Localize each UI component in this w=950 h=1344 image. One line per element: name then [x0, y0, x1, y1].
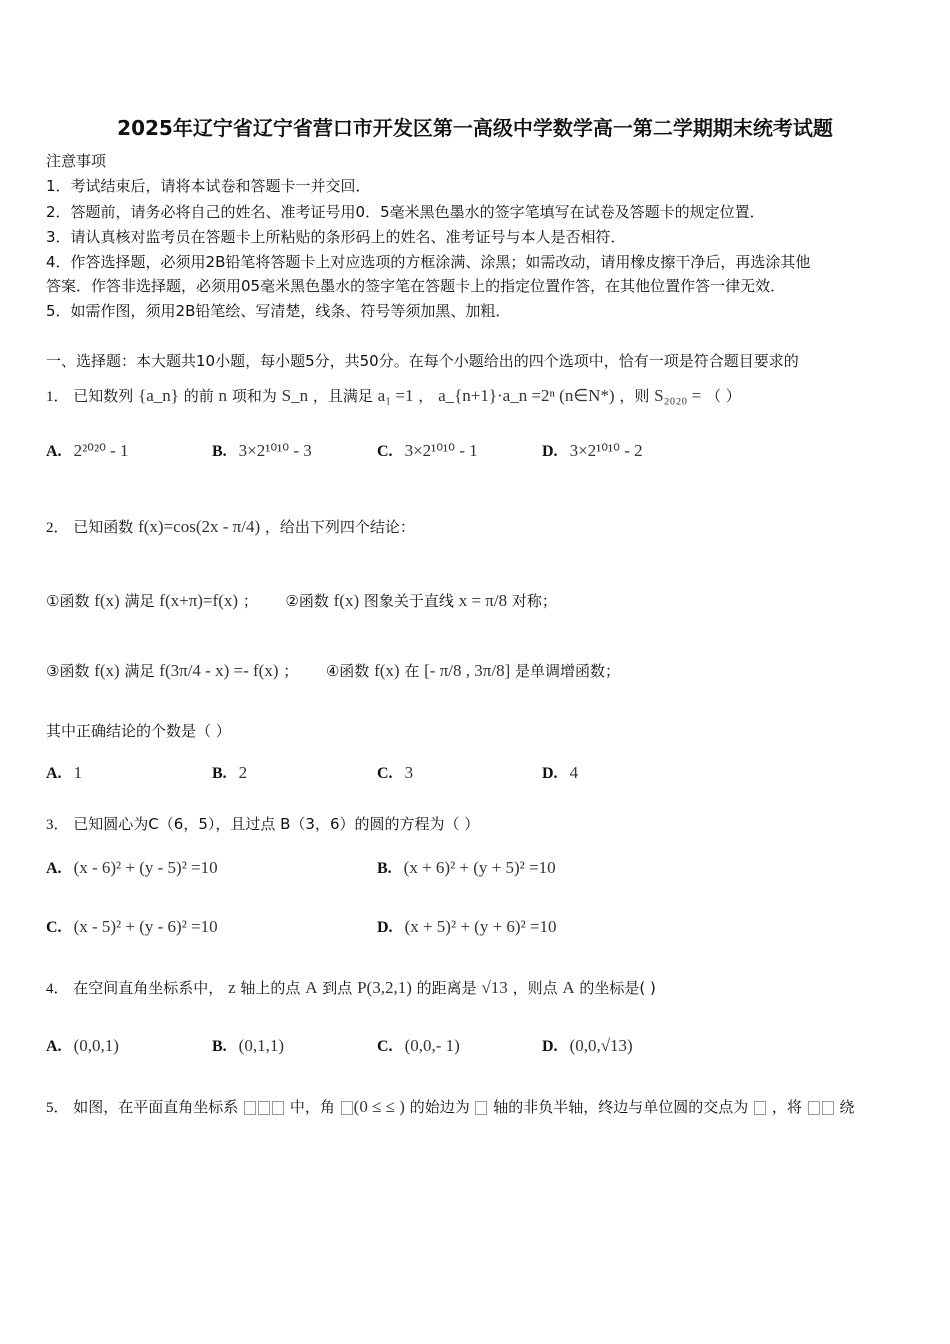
math-expr: f(x)	[94, 591, 120, 610]
math-expr: S₂₀₂₀ =	[654, 386, 702, 405]
question-text: ，则点	[512, 979, 558, 997]
option-label: B.	[212, 765, 227, 782]
math-expr: x = π/8	[458, 591, 508, 610]
question-1	[46, 385, 741, 408]
option-b[interactable]	[212, 441, 312, 462]
notice-heading: 注意事项	[46, 152, 107, 170]
question-2	[46, 516, 415, 539]
question-text: 到点	[322, 979, 353, 997]
question-text: 轴的非负半轴，终边与单位圆的交点为	[493, 1098, 749, 1116]
math-expr: f(x)	[374, 661, 400, 680]
option-text: 1	[73, 763, 83, 782]
conclusion-text: 是单调增函数；	[515, 662, 621, 680]
question-text: ，给出下列四个结论：	[264, 518, 415, 536]
option-label: D.	[542, 765, 558, 782]
math-expr: √13	[481, 978, 508, 997]
question-text: 的距离是	[416, 979, 477, 997]
math-expr: (0 ≤ ≤ )	[353, 1097, 405, 1116]
option-b[interactable]	[377, 858, 556, 879]
option-text: (x + 5)² + (y + 6)² =10	[404, 917, 557, 936]
question-text: ，	[418, 387, 434, 405]
conclusion-row-2	[46, 660, 620, 682]
option-a[interactable]	[46, 441, 129, 462]
option-d[interactable]	[542, 1036, 633, 1057]
question-text: 轴上的点	[240, 979, 301, 997]
conclusion-text: ①函数	[46, 592, 90, 610]
missing-glyph-icon	[272, 1101, 284, 1115]
notice-item: 答案．作答非选择题，必须用05毫米黑色墨水的签字笔在答题卡上的指定位置作答，在其他位置作答一律无效．	[46, 277, 786, 295]
option-b[interactable]	[212, 763, 247, 784]
question-number: 3．	[46, 817, 69, 833]
option-label: D.	[377, 919, 393, 936]
option-c[interactable]	[377, 1036, 460, 1057]
question-3	[46, 813, 479, 836]
option-text: (x - 6)² + (y - 5)² =10	[73, 858, 218, 877]
option-text: 3×2¹⁰¹⁰ - 3	[238, 441, 312, 460]
math-expr: f(x)	[94, 661, 120, 680]
option-text: 3×2¹⁰¹⁰ - 1	[404, 441, 478, 460]
option-text: (0,0,√13)	[569, 1036, 633, 1055]
option-label: B.	[212, 1038, 227, 1055]
option-a[interactable]	[46, 858, 218, 879]
question-ask: 其中正确结论的个数是（ ）	[46, 722, 231, 740]
math-expr: A	[305, 978, 318, 997]
option-label: A.	[46, 765, 62, 782]
option-label: D.	[542, 1038, 558, 1055]
math-expr: f(x)=cos(2x - π/4)	[138, 517, 261, 536]
notice-item: 4．作答选择题，必须用2B铅笔将答题卡上对应选项的方框涂满、涂黑；如需改动，请用橡皮擦干净后，再选涂其他	[46, 253, 811, 271]
option-label: A.	[46, 1038, 62, 1055]
question-number: 4．	[46, 981, 69, 997]
question-text: ，将	[771, 1098, 802, 1116]
missing-glyph-icon	[341, 1101, 353, 1115]
notice-item: 1．考试结束后，请将本试卷和答题卡一并交回．	[46, 177, 371, 195]
option-b[interactable]	[212, 1036, 284, 1057]
option-c[interactable]	[377, 763, 413, 784]
math-expr: f(x)	[333, 591, 360, 610]
question-text: 在空间直角坐标系中，	[73, 979, 224, 997]
math-expr: z	[228, 978, 236, 997]
conclusion-row-1	[46, 590, 557, 612]
question-text: ，则	[619, 387, 650, 405]
conclusion-text: ；	[283, 662, 299, 680]
option-text: 2²⁰²⁰ - 1	[73, 441, 129, 460]
question-text: 如图，在平面直角坐标系	[73, 1098, 239, 1116]
option-label: C.	[377, 1038, 393, 1055]
math-expr: P(3,2,1)	[357, 978, 412, 997]
missing-glyph-icon	[258, 1101, 270, 1115]
option-text: 4	[569, 763, 579, 782]
question-text: 已知函数	[73, 518, 134, 536]
conclusion-text: ；	[242, 592, 258, 610]
option-label: C.	[377, 765, 393, 782]
math-expr: n	[218, 386, 228, 405]
conclusion-text: 满足	[124, 662, 155, 680]
question-number: 1．	[46, 389, 69, 405]
option-text: (x + 6)² + (y + 5)² =10	[403, 858, 556, 877]
question-text: 中，角	[289, 1098, 335, 1116]
option-text: 3	[404, 763, 414, 782]
question-text: 的坐标是( )	[579, 979, 656, 997]
option-d[interactable]	[542, 763, 578, 784]
question-text: ，且满足	[312, 387, 373, 405]
option-label: A.	[46, 443, 62, 460]
math-expr: a_{n+1}·a_n =2ⁿ (n∈N*)	[438, 386, 615, 405]
option-c[interactable]	[377, 441, 478, 462]
notice-item: 3．请认真核对监考员在答题卡上所粘贴的条形码上的姓名、准考证号与本人是否相符．	[46, 228, 626, 246]
option-text: (0,1,1)	[238, 1036, 284, 1055]
notice-item: 5．如需作图，须用2B铅笔绘、写清楚，线条、符号等须加黑、加粗．	[46, 302, 511, 320]
question-number: 5．	[46, 1100, 69, 1116]
missing-glyph-icon	[475, 1101, 487, 1115]
option-a[interactable]	[46, 1036, 119, 1057]
option-d[interactable]	[542, 441, 643, 462]
question-4	[46, 977, 656, 1000]
option-text: (0,0,- 1)	[404, 1036, 460, 1055]
question-number: 2．	[46, 520, 69, 536]
math-expr: a₁ =1	[377, 386, 414, 405]
math-expr: f(3π/4 - x) =- f(x)	[159, 661, 279, 680]
option-label: A.	[46, 860, 62, 877]
missing-glyph-icon	[754, 1101, 766, 1115]
option-text: (x - 5)² + (y - 6)² =10	[73, 917, 218, 936]
question-text: 已知圆心为C（6，5），且过点 B（3，6）的圆的方程为（ ）	[73, 815, 480, 833]
math-expr: S_n	[281, 386, 309, 405]
math-expr: f(x+π)=f(x)	[159, 591, 239, 610]
question-5	[46, 1096, 854, 1119]
exam-title: 2025年辽宁省辽宁省营口市开发区第一高级中学数学高一第二学期期末统考试题	[117, 116, 833, 140]
question-text: 项和为	[231, 387, 277, 405]
answer-blank: （ ）	[705, 387, 741, 405]
conclusion-text: 满足	[124, 592, 155, 610]
conclusion-text: 图象关于直线	[363, 592, 454, 610]
missing-glyph-icon	[822, 1101, 834, 1115]
option-label: C.	[46, 919, 62, 936]
option-text: (0,0,1)	[73, 1036, 119, 1055]
conclusion-text: 对称；	[511, 592, 557, 610]
option-label: B.	[377, 860, 392, 877]
option-label: C.	[377, 443, 393, 460]
question-text: 的前	[183, 387, 214, 405]
option-text: 3×2¹⁰¹⁰ - 2	[569, 441, 643, 460]
option-c[interactable]	[46, 917, 218, 938]
math-expr: A	[562, 978, 575, 997]
missing-glyph-icon	[244, 1101, 256, 1115]
conclusion-text: ③函数	[46, 662, 90, 680]
question-text: 的始边为	[409, 1098, 470, 1116]
option-text: 2	[238, 763, 248, 782]
conclusion-text: ④函数	[325, 662, 370, 680]
math-expr: {a_n}	[138, 386, 179, 405]
conclusion-text: 在	[404, 662, 420, 680]
question-text: 已知数列	[73, 387, 134, 405]
section-heading: 一、选择题：本大题共10小题，每小题5分，共50分。在每个小题给出的四个选项中，恰有一项是符合题目要求的	[46, 352, 799, 370]
option-label: D.	[542, 443, 558, 460]
option-d[interactable]	[377, 917, 557, 938]
option-label: B.	[212, 443, 227, 460]
conclusion-text: ②函数	[285, 592, 329, 610]
question-text: 绕	[839, 1098, 855, 1116]
math-expr: [- π/8 , 3π/8]	[424, 661, 511, 680]
notice-item: 2．答题前，请务必将自己的姓名、准考证号用0．5毫米黑色墨水的签字笔填写在试卷及答题卡的规定位置．	[46, 203, 765, 221]
missing-glyph-icon	[808, 1101, 820, 1115]
option-a[interactable]	[46, 763, 82, 784]
